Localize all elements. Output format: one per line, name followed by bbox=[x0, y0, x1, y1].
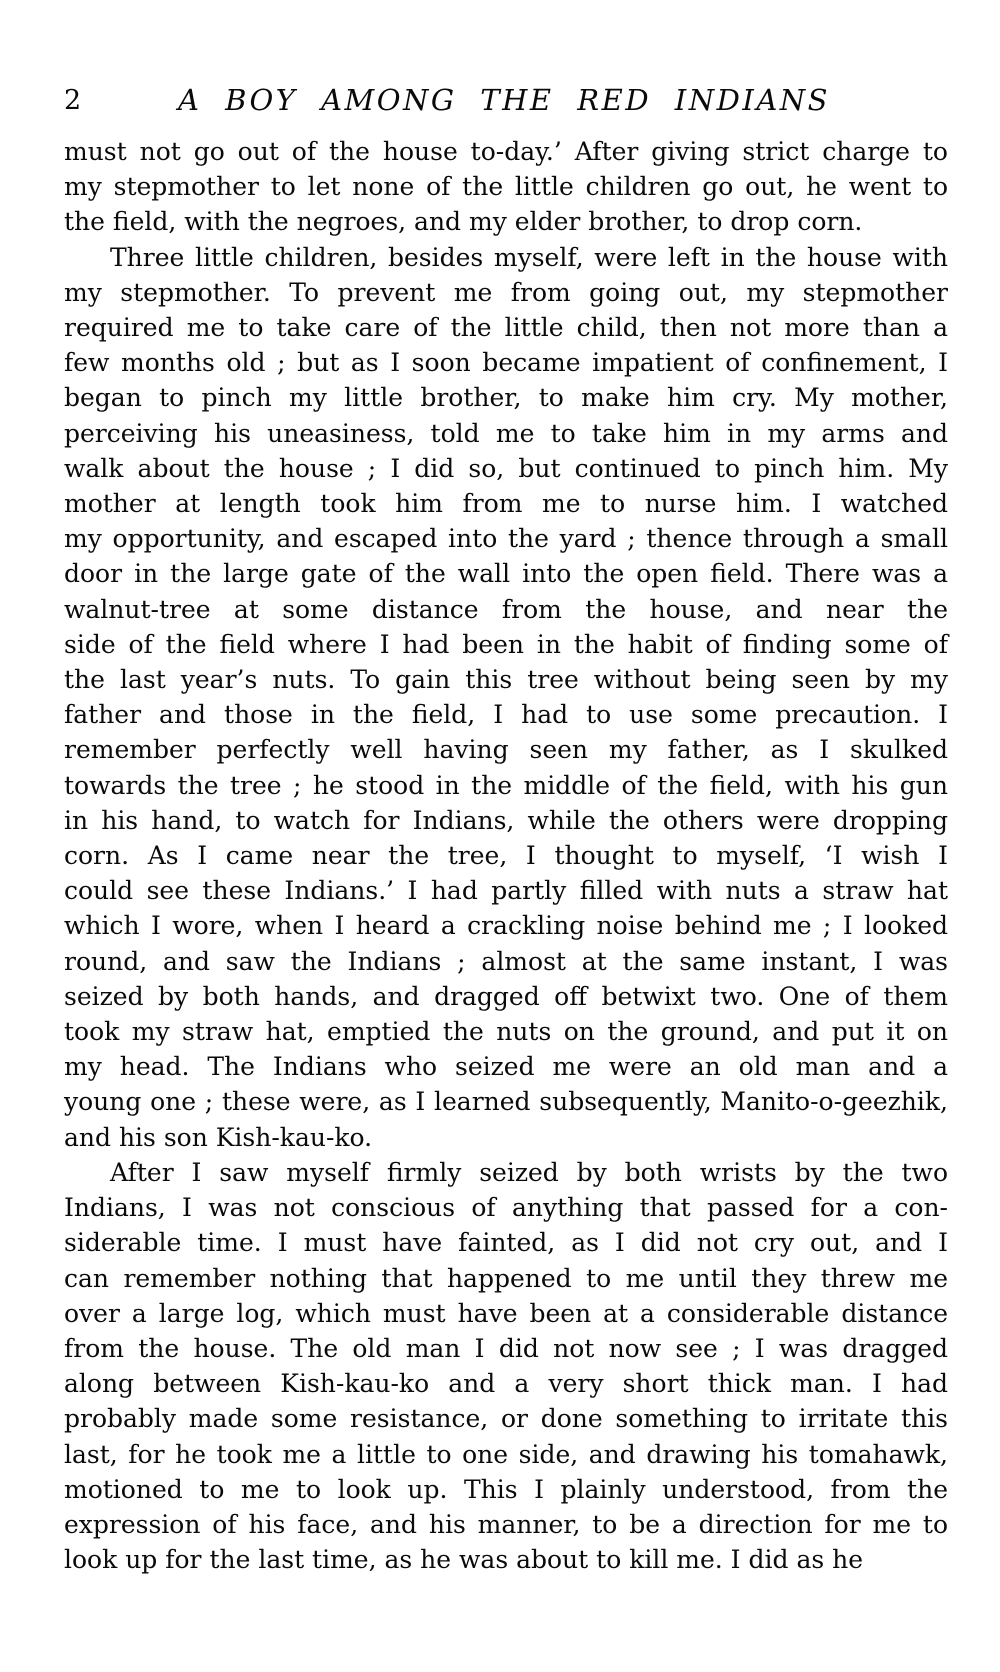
text-line: seized by both hands, and dragged off betwixt two. One of them bbox=[64, 981, 948, 1011]
text-line: few months old ; but as I soon became impatient of confinement, I bbox=[64, 348, 948, 378]
text-line: Three little children, besides myself, were left in the house with bbox=[110, 242, 948, 272]
text-line: my opportunity, and escaped into the yard ; thence through a small bbox=[64, 524, 948, 554]
text-line: my stepmother. To prevent me from going out, my stepmother bbox=[64, 277, 948, 307]
text-line: expression of his face, and his manner, to be a direction for me to bbox=[64, 1509, 948, 1539]
text-block bbox=[64, 134, 948, 1577]
text-line: door in the large gate of the wall into the open field. There was a bbox=[64, 559, 948, 589]
text-line: began to pinch my little brother, to make him cry. My mother, bbox=[64, 383, 948, 413]
text-line: towards the tree ; he stood in the middle of the field, with his gun bbox=[64, 770, 948, 800]
text-line: round, and saw the Indians ; almost at the same instant, I was bbox=[64, 946, 948, 976]
text-line: remember perfectly well having seen my father, as I skulked bbox=[64, 735, 948, 765]
text-line: walnut-tree at some distance from the house, and near the bbox=[64, 594, 948, 624]
page-number: 2 bbox=[64, 85, 82, 116]
text-line: the last year’s nuts. To gain this tree without being seen by my bbox=[64, 665, 948, 695]
running-head-title: A BOY AMONG THE RED INDIANS bbox=[177, 83, 831, 117]
text-line: the field, with the negroes, and my elder brother, to drop corn. bbox=[64, 207, 863, 237]
text-line: corn. As I came near the tree, I thought to myself, ‘I wish I bbox=[64, 841, 948, 871]
text-line: which I wore, when I heard a crackling noise behind me ; I looked bbox=[64, 911, 948, 941]
text-line: After I saw myself firmly seized by both wrists by the two bbox=[110, 1157, 948, 1187]
text-line: look up for the last time, as he was about to kill me. I did as he bbox=[64, 1545, 864, 1575]
text-line: siderable time. I must have fainted, as I did not cry out, and I bbox=[64, 1228, 948, 1258]
text-line: father and those in the field, I had to use some precaution. I bbox=[64, 700, 948, 730]
text-line: my stepmother to let none of the little children go out, he went to bbox=[64, 172, 948, 202]
text-line: over a large log, which must have been at a considerable distance bbox=[64, 1298, 948, 1328]
text-line: must not go out of the house to-day.’ After giving strict charge to bbox=[64, 137, 948, 166]
text-line: required me to take care of the little child, then not more than a bbox=[64, 313, 948, 343]
text-line: young one ; these were, as I learned subsequently, Manito-o-geezhik, bbox=[64, 1087, 948, 1117]
text-line: my head. The Indians who seized me were an old man and a bbox=[64, 1052, 948, 1082]
text-line: along between Kish-kau-ko and a very short thick man. I had bbox=[64, 1369, 948, 1399]
text-line: side of the field where I had been in the habit of finding some of bbox=[64, 629, 948, 659]
paragraph bbox=[64, 134, 948, 240]
text-line: and his son Kish-kau-ko. bbox=[64, 1122, 373, 1152]
paragraph bbox=[64, 240, 948, 1155]
text-line: from the house. The old man I did not now see ; I was dragged bbox=[64, 1333, 948, 1363]
text-line: could see these Indians.’ I had partly filled with nuts a straw hat bbox=[64, 876, 948, 906]
text-line: walk about the house ; I did so, but continued to pinch him. My bbox=[64, 453, 948, 483]
text-line: took my straw hat, emptied the nuts on the ground, and put it on bbox=[64, 1017, 948, 1047]
text-line: last, for he took me a little to one side, and drawing his tomahawk, bbox=[64, 1439, 948, 1469]
text-line: probably made some resistance, or done something to irritate this bbox=[64, 1404, 948, 1434]
text-line: motioned to me to look up. This I plainly understood, from the bbox=[64, 1474, 948, 1504]
text-line: perceiving his uneasiness, told me to take him in my arms and bbox=[64, 418, 948, 448]
text-line: Indians, I was not conscious of anything that passed for a con- bbox=[64, 1193, 948, 1223]
text-line: in his hand, to watch for Indians, while the others were dropping bbox=[64, 805, 948, 835]
paragraph bbox=[64, 1155, 948, 1577]
text-line: mother at length took him from me to nurse him. I watched bbox=[64, 489, 948, 519]
text-line: can remember nothing that happened to me until they threw me bbox=[64, 1263, 948, 1293]
page-header bbox=[64, 84, 944, 124]
